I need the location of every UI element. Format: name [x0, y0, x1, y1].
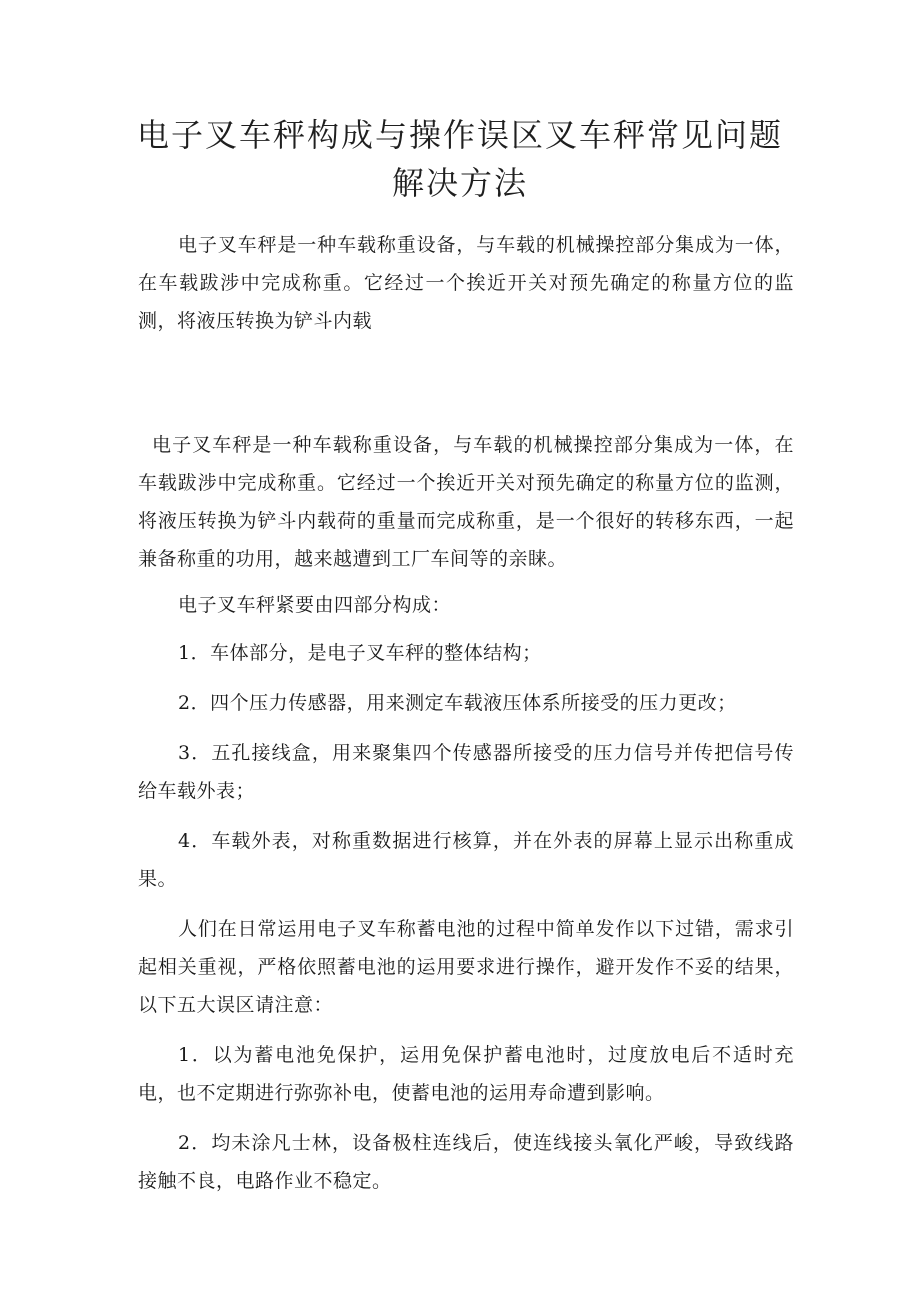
component-item-4: 4．车载外表，对称重数据进行核算，并在外表的屏幕上显示出称重成果。 [138, 830, 794, 890]
components-heading: 电子叉车秤紧要由四部分构成： [178, 594, 452, 616]
body-paragraph-1: 电子叉车秤是一种车载称重设备，与车载的机械操控部分集成为一体，在车载跋涉中完成称重。它经过一个挨近开关对预先确定的称量方位的监测，将液压转换为铲斗内载荷的重量而完成称重，是一个很好的转移东西，一起兼备称重的功用，越来越遭到工厂车间等的亲睐。 [138, 434, 794, 570]
mistake-item-1: 1．以为蓄电池免保护，运用免保护蓄电池时，过度放电后不适时充电，也不定期进行弥弥补电，使蓄电池的运用寿命遭到影响。 [138, 1044, 794, 1104]
mistake-item-2: 2．均未涂凡士林，设备极柱连线后，使连线接头氧化严峻，导致线路接触不良，电路作业不稳定。 [138, 1132, 794, 1192]
intro-paragraph: 电子叉车秤是一种车载称重设备，与车载的机械操控部分集成为一体，在车载跋涉中完成称重。它经过一个挨近开关对预先确定的称量方位的监测，将液压转换为铲斗内载 [138, 234, 794, 332]
component-item-2: 2．四个压力传感器，用来测定车载液压体系所接受的压力更改； [178, 692, 737, 714]
document-title-line-2: 解决方法 [391, 164, 528, 202]
body-paragraph-mistakes: 人们在日常运用电子叉车称蓄电池的过程中简单发作以下过错，需求引起相关重视，严格依照蓄电池的运用要求进行操作，避开发作不妥的结果，以下五大误区请注意： [138, 918, 794, 1016]
component-item-3: 3．五孔接线盒，用来聚集四个传感器所接受的压力信号并传把信号传给车载外表； [138, 742, 794, 802]
document-title-line-1: 电子叉车秤构成与操作误区叉车秤常见问题 [136, 116, 783, 154]
component-item-1: 1．车体部分，是电子叉车秤的整体结构； [178, 642, 542, 664]
